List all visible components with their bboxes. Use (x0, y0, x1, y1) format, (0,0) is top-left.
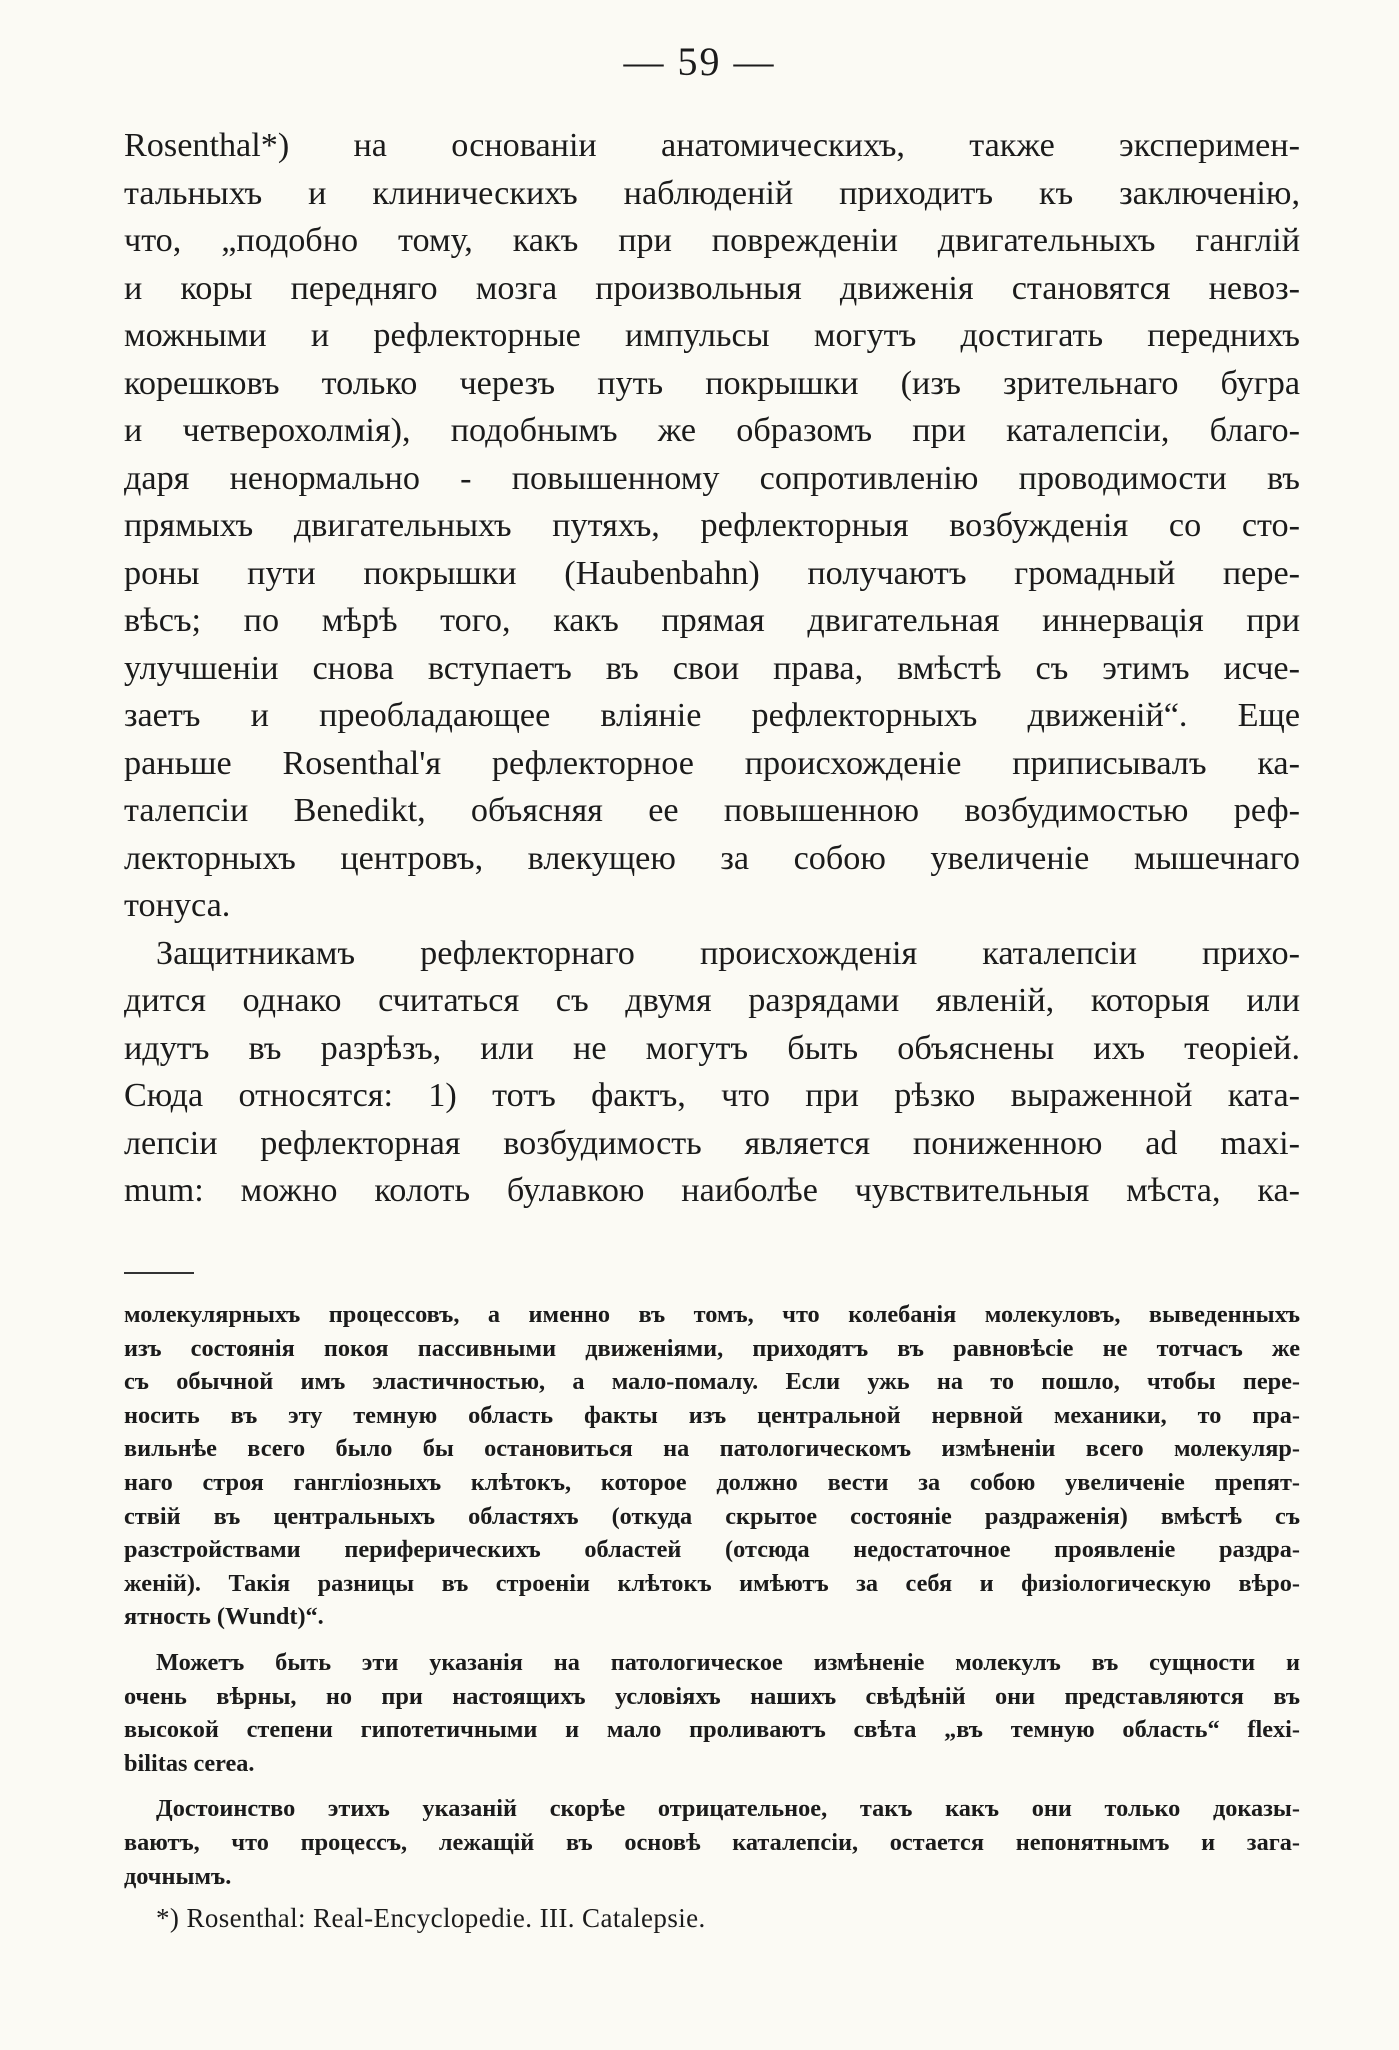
note-line: женій). Такія разницы въ строеніи клѣтокъ имѣютъ за себя и физіологическую вѣро- (124, 1569, 1300, 1597)
note-line: высокой степени гипотетичными и мало проливаютъ свѣта „въ темную область“ flexi- (124, 1716, 1300, 1744)
note-line: Можетъ быть эти указанія на патологическое измѣненіе молекулъ въ сущности и (156, 1648, 1300, 1676)
text-line: Защитникамъ рефлекторнаго происхожденія каталепсіи прихо- (156, 934, 1300, 972)
note-line: носить въ эту темную область факты изъ центральной нервной механики, то пра- (124, 1401, 1300, 1429)
note-line: разстройствами периферическихъ областей (отсюда недостаточное проявленіе раздра- (124, 1536, 1300, 1564)
footnote: *) Rosenthal: Real-Encyclopedie. III. Catalepsie. (156, 1903, 706, 1933)
note-line: очень вѣрны, но при настоящихъ условіяхъ нашихъ свѣдѣній они представляются въ (124, 1682, 1300, 1710)
text-line: лекторныхъ центровъ, влекущею за собою увеличеніе мышечнаго (124, 839, 1300, 877)
note-gap (124, 1634, 1300, 1646)
text-line: дится однако считаться съ двумя разрядами явленій, которыя или (124, 982, 1300, 1019)
note-gap (124, 1780, 1300, 1792)
text-line: вѣсъ; по мѣрѣ того, какъ прямая двигательная иннервація при (124, 602, 1300, 639)
text-line: можными и рефлекторные импульсы могутъ достигать переднихъ (124, 317, 1300, 354)
notes-block (124, 1298, 1300, 1893)
text-line: и коры передняго мозга произвольныя движенія становятся невоз- (124, 269, 1300, 307)
note-line: молекулярныхъ процессовъ, а именно въ томъ, что колебанія молекуловъ, выведенныхъ (124, 1301, 1300, 1328)
text-line: тальныхъ и клиническихъ наблюденій приходитъ къ заключенію, (124, 174, 1300, 212)
text-line: раньше Rosenthal'я рефлекторное происхожденіе приписывалъ ка- (124, 744, 1300, 782)
note-line: ятность (Wundt)“. (124, 1603, 324, 1631)
note-line: съ обычной имъ эластичностью, а мало-помалу. Если ужь на то пошло, чтобы пере- (124, 1368, 1300, 1396)
footnote-divider (124, 1272, 194, 1274)
note-line: ваютъ, что процессъ, лежащій въ основѣ каталепсіи, остается непонятнымъ и зага- (124, 1828, 1300, 1856)
text-line: корешковъ только черезъ путь покрышки (изъ зрительнаго бугра (124, 364, 1300, 402)
text-line: что, „подобно тому, какъ при поврежденіи двигательныхъ ганглій (124, 222, 1300, 259)
text-line: заетъ и преобладающее вліяніе рефлекторныхъ движеній“. Еще (124, 697, 1300, 734)
text-line: роны пути покрышки (Haubenbahn) получаютъ громадный пере- (124, 554, 1300, 592)
note-line: bilitas cerea. (124, 1749, 255, 1777)
text-line: лепсіи рефлекторная возбудимость является пониженною ad maxi- (124, 1124, 1300, 1162)
main-text (124, 122, 1300, 1215)
note-line: изъ состоянія покоя пассивными движеніями, приходятъ въ равновѣсіе не тотчасъ же (124, 1334, 1300, 1362)
text-line: Сюда относятся: 1) тотъ фактъ, что при рѣзко выраженной ката- (124, 1077, 1300, 1114)
text-line: прямыхъ двигательныхъ путяхъ, рефлекторныя возбужденія со сто- (124, 507, 1300, 544)
text-line: mum: можно колоть булавкою наиболѣе чувствительныя мѣста, ка- (124, 1172, 1300, 1209)
text-line: и четверохолмія), подобнымъ же образомъ при каталепсіи, благо- (124, 412, 1300, 449)
note-line: дочнымъ. (124, 1862, 232, 1890)
text-line: идутъ въ разрѣзъ, или не могутъ быть объяснены ихъ теоріей. (124, 1029, 1300, 1067)
note-line: вильнѣе всего было бы остановиться на патологическомъ измѣненіи всего молекуляр- (124, 1435, 1300, 1463)
text-line: талепсіи Benedikt, объясняя ее повышенною возбудимостью реф- (124, 792, 1300, 829)
note-line: Достоинство этихъ указаній скорѣе отрицательное, такъ какъ они только доказы- (156, 1795, 1300, 1823)
text-line: тонуса. (124, 887, 231, 924)
note-line: ствій въ центральныхъ областяхъ (откуда скрытое состояніе раздраженія) вмѣстѣ съ (124, 1502, 1300, 1530)
note-line: наго строя ганглiозныхъ клѣтокъ, которое должно вести за собою увеличеніе препят- (124, 1468, 1300, 1496)
page-number: — 59 — (623, 39, 776, 84)
text-line: Rosenthal*) на основаніи анатомическихъ, также эксперимен- (124, 127, 1300, 164)
text-line: улучшеніи снова вступаетъ въ свои права, вмѣстѣ съ этимъ исче- (124, 649, 1300, 687)
text-line: даря ненормально - повышенному сопротивленію проводимости въ (124, 459, 1300, 497)
